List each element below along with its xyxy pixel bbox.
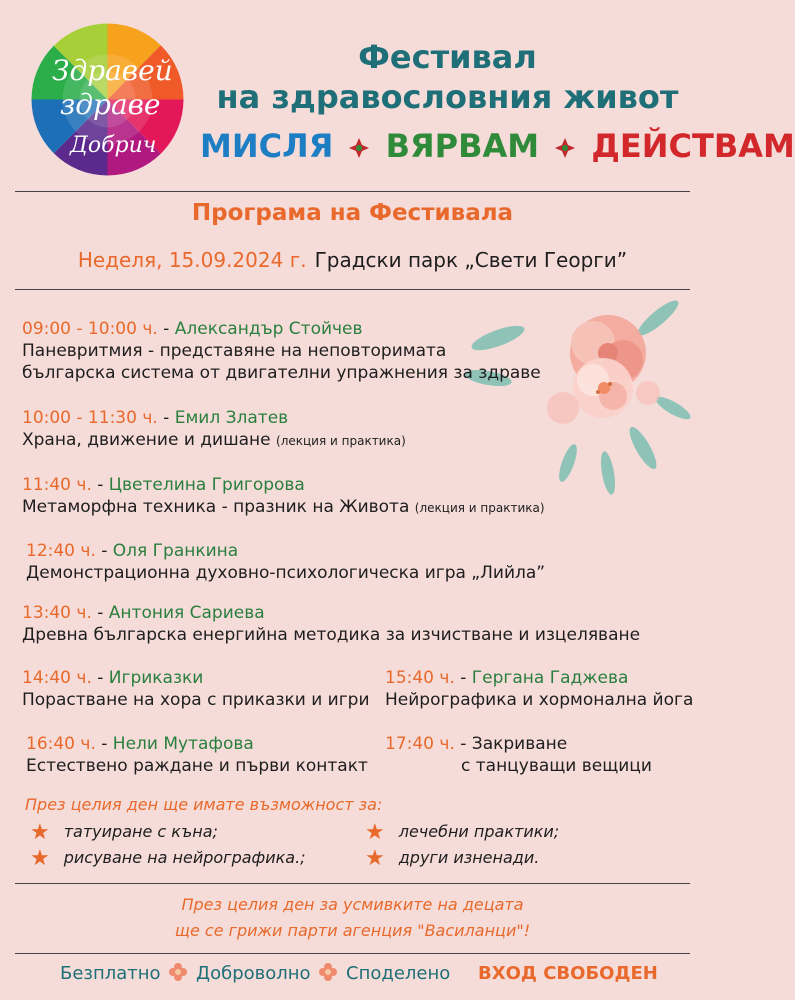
- flower-icon: [168, 962, 188, 982]
- event-speaker: Гергана Гаджева: [471, 668, 629, 688]
- event-sep: -: [91, 603, 109, 623]
- folk-ornament-icon: [554, 137, 576, 159]
- event-speaker: Емил Златев: [174, 408, 289, 428]
- motto: [200, 127, 795, 165]
- program-title: Програма на Фестивала: [191, 200, 514, 226]
- event-sep: -: [91, 475, 109, 495]
- event-9: [385, 733, 652, 777]
- event-6: [22, 667, 370, 711]
- event-description: българска система от двигателни упражнения за здраве: [22, 363, 541, 383]
- event-7: [385, 667, 693, 711]
- event-description: Порастване на хора с приказки и игри: [22, 690, 370, 710]
- opportunity-item: [365, 820, 559, 845]
- event-5: [22, 602, 640, 646]
- kids-line2: ще се грижи парти агенция "Василанци"!: [174, 921, 531, 940]
- event-8: [26, 733, 368, 777]
- event-sep: -: [95, 734, 113, 754]
- event-time: 09:00 - 10:00 ч.: [22, 319, 158, 339]
- opportunity-item: [365, 846, 539, 871]
- event-speaker: Цветелина Григорова: [108, 475, 305, 495]
- event-speaker: Игриказки: [108, 668, 204, 688]
- logo-line3: Добрич: [70, 133, 157, 158]
- event-sep: -: [91, 668, 109, 688]
- event-note: (лекция и практика): [276, 434, 406, 448]
- motto-act: ДЕЙСТВАМ: [591, 127, 795, 165]
- mid-divider: [15, 289, 690, 290]
- top-divider: [15, 191, 690, 192]
- kids-line1: През целия ден за усмивките на децата: [181, 895, 524, 914]
- footer-divider: [15, 953, 690, 954]
- event-sep: -: [454, 734, 472, 754]
- event-sep: -: [95, 541, 113, 561]
- opportunity-text: лечебни практики;: [398, 822, 560, 841]
- opportunity-text: татуиране с къна;: [63, 822, 218, 841]
- event-sep: -: [157, 408, 175, 428]
- festival-logo: [30, 22, 185, 177]
- event-time: 12:40 ч.: [26, 541, 96, 561]
- footer-free: Безплатно: [60, 963, 161, 984]
- event-time: 10:00 - 11:30 ч.: [22, 408, 158, 428]
- event-speaker: Нели Мутафова: [112, 734, 254, 754]
- opportunities-title: През целия ден ще имате възможност за:: [25, 795, 383, 814]
- star-icon: ★: [30, 846, 50, 871]
- event-description: Нейрографика и хормонална йога: [385, 690, 694, 710]
- event-date: Неделя, 15.09.2024 г.: [77, 248, 307, 272]
- event-4: [26, 540, 545, 584]
- event-description: Естествено раждане и първи контакт: [26, 756, 368, 776]
- opportunity-item: [30, 846, 306, 871]
- flower-icon: [318, 962, 338, 982]
- date-place-line: [0, 248, 705, 272]
- star-icon: ★: [30, 820, 50, 845]
- opportunity-text: рисуване на нейрографика.;: [63, 848, 306, 867]
- event-description: Храна, движение и дишане: [22, 430, 271, 450]
- footer: [60, 962, 658, 984]
- star-icon: ★: [365, 846, 385, 871]
- kids-note: [0, 892, 705, 944]
- star-icon: ★: [365, 820, 385, 845]
- event-time: 15:40 ч.: [385, 668, 455, 688]
- event-sep: -: [454, 668, 472, 688]
- event-1: [22, 318, 541, 384]
- motto-believe: ВЯРВАМ: [385, 127, 540, 165]
- opportunity-text: други изненади.: [398, 848, 540, 867]
- event-note: (лекция и практика): [414, 501, 545, 515]
- event-description: Метаморфна техника - празник на Живота: [22, 497, 410, 517]
- event-closing: Закриване: [471, 734, 568, 754]
- event-time: 17:40 ч.: [385, 734, 455, 754]
- event-3: [22, 474, 545, 519]
- folk-ornament-icon: [348, 137, 370, 159]
- festival-title-line2: на здравословния живот: [216, 78, 679, 116]
- free-entry: ВХОД СВОБОДЕН: [478, 963, 658, 984]
- lower-divider: [15, 883, 690, 884]
- event-sep: -: [157, 319, 175, 339]
- event-description: Древна българска енергийна методика за изчистване и изцеляване: [22, 625, 641, 645]
- event-place: Градски парк „Свети Георги”: [314, 248, 628, 272]
- logo-line1: Здравей: [52, 54, 173, 87]
- event-speaker: Александър Стойчев: [174, 319, 363, 339]
- motto-think: МИСЛЯ: [200, 127, 334, 165]
- event-description: Паневритмия - представяне на неповторимата: [22, 341, 447, 361]
- event-time: 16:40 ч.: [26, 734, 96, 754]
- event-time: 11:40 ч.: [22, 475, 92, 495]
- event-time: 13:40 ч.: [22, 603, 92, 623]
- event-2: [22, 407, 406, 452]
- festival-title-line1: Фестивал: [358, 38, 537, 76]
- footer-shared: Споделено: [346, 963, 451, 984]
- event-speaker: Антония Сариева: [108, 603, 265, 623]
- logo-line2: здраве: [60, 88, 161, 121]
- opportunity-item: [30, 820, 218, 845]
- event-description: Демонстрационна духовно-психологическа игра „Лийла”: [26, 563, 546, 583]
- event-speaker: Оля Гранкина: [112, 541, 239, 561]
- event-description: с танцуващи вещици: [461, 756, 652, 776]
- event-time: 14:40 ч.: [22, 668, 92, 688]
- footer-voluntary: Доброволно: [196, 963, 311, 984]
